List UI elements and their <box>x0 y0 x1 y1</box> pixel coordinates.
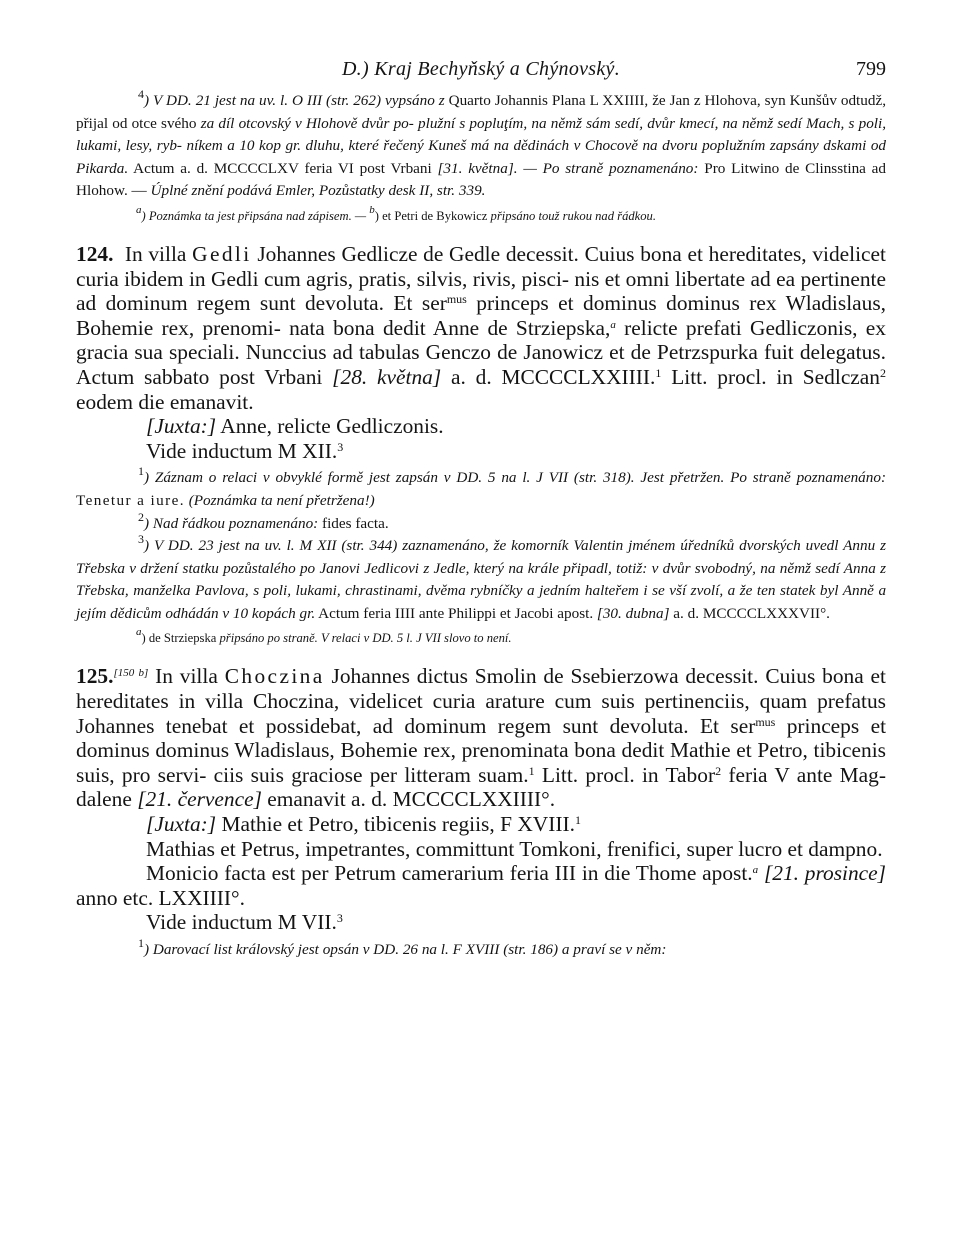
vide-line: Vide inductum M VII.$^3$ <box>146 910 343 935</box>
apparatus-note-124: a) de Strziepska připsáno po straně. V relaci v DD. 5 l. J VII slovo to není. <box>136 626 512 646</box>
place-name: Choczina <box>224 664 325 689</box>
page-header <box>76 58 886 90</box>
running-title: D.) Kraj Bechyňský a Chýnovský. <box>341 58 621 80</box>
apparatus-note-prev: a) Poznámka ta jest připsána nad zápisem. — b) et Petri de Bykowicz připsáno touž rukou nad řádkou. <box>136 203 657 223</box>
entry-125-text: 125.[150 b] In villa Choczina Johannes dictus Smolin de Ssebierzowa decessit. Cuius bona et hereditates in villa Choczina, videlicet curia arature cum suis pertinenciis, quam prefatus Johannes tenebat et possidebat, ad dominum regem sunt devoluta. Et ser$^{mus}$ princeps et dominus dominus Wladislaus, Bohemie rex, prenominata bona dedit Mathie et Petro, tibicenis suis, pro servi- ciis suis graciose per litteram suam.$^1$ Litt. procl. in Tabor$^2$ feria V ante Mag- dalene [21. července] emanavit a. d. MCCCCLXXIIII°. <box>76 664 887 812</box>
footnote-124-1: $^1$) Záznam o relaci v obvyklé formě jest zapsán v DD. 5 na l. J VII (str. 318). Jest přetržen. Po straně poznamenáno: Tenetur a iure. (Poznámka ta není přetržena!) <box>76 464 886 509</box>
page-number: 799 <box>856 58 886 80</box>
footnote-124-2: $^2$) Nad řádkou poznamenáno: fides facta. <box>138 509 389 532</box>
entry-125 <box>76 664 886 961</box>
entry-number: 125. <box>76 664 114 689</box>
footnote-4: $^4$) V DD. 21 jest na uv. l. O III (str. 262) vypsáno z Quarto Johannis Plana L XXIIII, že Jan z Hlohova, syn Kunšův odtudž, přijal od otce svého za díl otcovský v Hlohově dvůr po- plužní s popluţím, na němž sám sedí, dvůr kmecí, na němž sedí Mach, s poli, lukami, lesy, ryb- níkem a 10 kop gr. dluhu, které řečený Kuneš má na dědinách v Chocově na dvoru poplužním zapsány dskami od Pikarda. Actum a. d. MCCCCLXV feria VI post Vrbani [31. května]. — Po straně poznamenáno: Pro Litwino de Clinsstina ad Hlohow. — Úplné znění podává Emler, Pozůstatky desk II, str. 339. <box>76 87 887 200</box>
page <box>76 58 886 962</box>
entry-124 <box>76 242 886 649</box>
footnote-block-prev <box>76 87 887 226</box>
entry-124-text: 124. In villa Gedli Johannes Gedlicze de Gedle decessit. Cuius bona et hereditates, videlicet curia ibidem in Gedli cum agris, pratis, silvis, rivis, pisci- nis et omni libertate ad ea pertinente ad dominum regem sunt devoluta. Et ser$^{mus}$ princeps et dominus dominus rex Wladislaus, Bohemie rex, prenomi- nata bona dedit Anne de Strziepska,$^a$ relicte prefati Gedliczonis, ex gracia sua speciali. Nunccius ad tabulas Genczo de Janowicz et de Petrzspurka fuit delegatus. Actum sabbato post Vrbani [28. května] a. d. MCCCCLXXIIII.$^1$ Litt. procl. in Sedlczan$^2$ eodem die emanavit. <box>76 241 886 414</box>
footnote-124-3: $^3$) V DD. 23 jest na uv. l. M XII (str. 344) zaznamenáno, že komorník Valentin jménem úředníků dvorských uvedl Annu z Třebska v držení statku pozůstalého po Janovi Jedlicovi z Jedle, který na krále připadl, totiž: v dvůr svobodný, na němž sedí Anna z Třebska, manželka Pavlova, s poli, lukami, chrastinami, dvěma rybníčky a jedním halteřem i se vší zvolí, a že ten statek byl Anně a jejím dědicům odhádán v 10 kopách gr. Actum feria IIII ante Philippi et Jacobi apost. [30. dubna] a. d. MCCCCLXXXVII°. <box>76 532 887 622</box>
place-name: Gedli <box>192 241 252 266</box>
entry-number: 124. <box>76 241 114 266</box>
footnote-125-1: $^1$) Darovací list královský jest opsán v DD. 26 na l. F XVIII (str. 186) a praví se v něm: <box>138 936 667 958</box>
monicio-line: Monicio facta est per Petrum camerarium feria III in die Thome apost.$^a$ [21. prosince] anno etc. LXXIIII°. <box>76 861 886 910</box>
impetrantes-line: Mathias et Petrus, impetrantes, committunt Tomkoni, frenifici, super lucro et dampno. <box>146 836 883 861</box>
vide-line: Vide inductum M XII.$^3$ <box>146 438 344 463</box>
juxta-line: [Juxta:] Anne, relicte Gedliczonis. <box>146 414 444 439</box>
juxta-line: [Juxta:] Mathie et Petro, tibicenis regiis, F XVIII.$^1$ <box>146 812 581 837</box>
folio-marker: [150 b] <box>113 667 149 680</box>
